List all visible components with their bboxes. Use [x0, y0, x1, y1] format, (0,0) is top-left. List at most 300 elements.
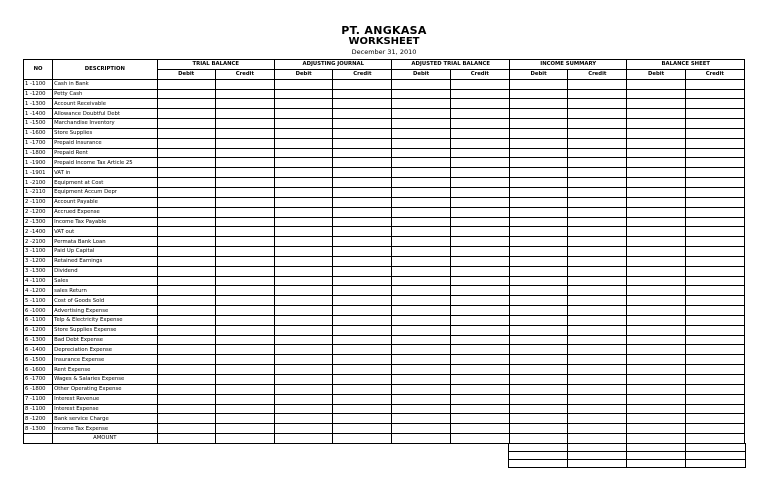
- total-cell[interactable]: [333, 434, 392, 444]
- amount-cell[interactable]: [157, 187, 215, 197]
- amount-cell[interactable]: [450, 119, 509, 129]
- amount-cell[interactable]: [450, 256, 509, 266]
- amount-cell[interactable]: [509, 128, 567, 138]
- amount-cell[interactable]: [275, 227, 333, 237]
- amount-cell[interactable]: [627, 315, 685, 325]
- amount-cell[interactable]: [627, 197, 685, 207]
- amount-cell[interactable]: [509, 345, 567, 355]
- amount-cell[interactable]: [215, 296, 274, 306]
- amount-cell[interactable]: [568, 227, 627, 237]
- amount-cell[interactable]: [157, 89, 215, 99]
- amount-cell[interactable]: [568, 266, 627, 276]
- amount-cell[interactable]: [392, 247, 450, 257]
- total-cell[interactable]: [275, 434, 333, 444]
- amount-cell[interactable]: [333, 247, 392, 257]
- extra-cell[interactable]: [686, 460, 746, 468]
- amount-cell[interactable]: [450, 315, 509, 325]
- amount-cell[interactable]: [392, 119, 450, 129]
- extra-cell[interactable]: [686, 452, 746, 460]
- amount-cell[interactable]: [509, 276, 567, 286]
- amount-cell[interactable]: [509, 256, 567, 266]
- total-cell[interactable]: [392, 434, 450, 444]
- amount-cell[interactable]: [392, 276, 450, 286]
- amount-cell[interactable]: [157, 424, 215, 434]
- amount-cell[interactable]: [509, 365, 567, 375]
- amount-cell[interactable]: [685, 227, 744, 237]
- amount-cell[interactable]: [215, 217, 274, 227]
- amount-cell[interactable]: [275, 256, 333, 266]
- amount-cell[interactable]: [215, 247, 274, 257]
- amount-cell[interactable]: [157, 256, 215, 266]
- amount-cell[interactable]: [392, 355, 450, 365]
- amount-cell[interactable]: [392, 286, 450, 296]
- amount-cell[interactable]: [568, 325, 627, 335]
- amount-cell[interactable]: [685, 79, 744, 89]
- extra-cell[interactable]: [627, 460, 686, 468]
- amount-cell[interactable]: [450, 394, 509, 404]
- amount-cell[interactable]: [392, 79, 450, 89]
- amount-cell[interactable]: [157, 237, 215, 247]
- amount-cell[interactable]: [392, 325, 450, 335]
- amount-cell[interactable]: [685, 414, 744, 424]
- amount-cell[interactable]: [685, 119, 744, 129]
- amount-cell[interactable]: [627, 266, 685, 276]
- amount-cell[interactable]: [627, 79, 685, 89]
- amount-cell[interactable]: [627, 325, 685, 335]
- amount-cell[interactable]: [215, 355, 274, 365]
- amount-cell[interactable]: [275, 237, 333, 247]
- amount-cell[interactable]: [275, 128, 333, 138]
- amount-cell[interactable]: [215, 158, 274, 168]
- amount-cell[interactable]: [157, 365, 215, 375]
- amount-cell[interactable]: [157, 345, 215, 355]
- amount-cell[interactable]: [275, 286, 333, 296]
- total-cell[interactable]: [450, 434, 509, 444]
- amount-cell[interactable]: [450, 237, 509, 247]
- amount-cell[interactable]: [685, 306, 744, 316]
- amount-cell[interactable]: [685, 148, 744, 158]
- amount-cell[interactable]: [450, 168, 509, 178]
- amount-cell[interactable]: [275, 119, 333, 129]
- amount-cell[interactable]: [509, 197, 567, 207]
- amount-cell[interactable]: [627, 414, 685, 424]
- amount-cell[interactable]: [392, 217, 450, 227]
- amount-cell[interactable]: [333, 335, 392, 345]
- amount-cell[interactable]: [215, 89, 274, 99]
- amount-cell[interactable]: [685, 335, 744, 345]
- amount-cell[interactable]: [392, 148, 450, 158]
- amount-cell[interactable]: [392, 335, 450, 345]
- amount-cell[interactable]: [509, 119, 567, 129]
- amount-cell[interactable]: [392, 345, 450, 355]
- amount-cell[interactable]: [509, 237, 567, 247]
- amount-cell[interactable]: [333, 384, 392, 394]
- amount-cell[interactable]: [392, 404, 450, 414]
- amount-cell[interactable]: [275, 404, 333, 414]
- amount-cell[interactable]: [215, 424, 274, 434]
- extra-cell[interactable]: [568, 460, 627, 468]
- amount-cell[interactable]: [685, 217, 744, 227]
- amount-cell[interactable]: [450, 217, 509, 227]
- amount-cell[interactable]: [275, 168, 333, 178]
- amount-cell[interactable]: [215, 414, 274, 424]
- amount-cell[interactable]: [392, 187, 450, 197]
- amount-cell[interactable]: [568, 276, 627, 286]
- amount-cell[interactable]: [627, 138, 685, 148]
- amount-cell[interactable]: [568, 394, 627, 404]
- amount-cell[interactable]: [392, 384, 450, 394]
- amount-cell[interactable]: [685, 276, 744, 286]
- amount-cell[interactable]: [215, 79, 274, 89]
- amount-cell[interactable]: [333, 148, 392, 158]
- amount-cell[interactable]: [450, 306, 509, 316]
- amount-cell[interactable]: [627, 404, 685, 414]
- amount-cell[interactable]: [627, 345, 685, 355]
- amount-cell[interactable]: [392, 178, 450, 188]
- amount-cell[interactable]: [275, 365, 333, 375]
- amount-cell[interactable]: [157, 79, 215, 89]
- amount-cell[interactable]: [275, 325, 333, 335]
- amount-cell[interactable]: [333, 296, 392, 306]
- amount-cell[interactable]: [568, 335, 627, 345]
- amount-cell[interactable]: [333, 168, 392, 178]
- amount-cell[interactable]: [392, 89, 450, 99]
- amount-cell[interactable]: [215, 315, 274, 325]
- amount-cell[interactable]: [333, 119, 392, 129]
- amount-cell[interactable]: [333, 404, 392, 414]
- amount-cell[interactable]: [157, 404, 215, 414]
- amount-cell[interactable]: [157, 128, 215, 138]
- amount-cell[interactable]: [627, 109, 685, 119]
- amount-cell[interactable]: [215, 306, 274, 316]
- amount-cell[interactable]: [568, 99, 627, 109]
- amount-cell[interactable]: [568, 237, 627, 247]
- amount-cell[interactable]: [685, 325, 744, 335]
- amount-cell[interactable]: [450, 247, 509, 257]
- amount-cell[interactable]: [333, 256, 392, 266]
- amount-cell[interactable]: [333, 187, 392, 197]
- amount-cell[interactable]: [215, 375, 274, 385]
- amount-cell[interactable]: [157, 325, 215, 335]
- amount-cell[interactable]: [392, 394, 450, 404]
- amount-cell[interactable]: [509, 384, 567, 394]
- amount-cell[interactable]: [568, 315, 627, 325]
- amount-cell[interactable]: [509, 89, 567, 99]
- amount-cell[interactable]: [157, 375, 215, 385]
- amount-cell[interactable]: [333, 197, 392, 207]
- amount-cell[interactable]: [627, 384, 685, 394]
- amount-cell[interactable]: [215, 266, 274, 276]
- amount-cell[interactable]: [627, 128, 685, 138]
- amount-cell[interactable]: [568, 178, 627, 188]
- amount-cell[interactable]: [509, 79, 567, 89]
- amount-cell[interactable]: [450, 109, 509, 119]
- amount-cell[interactable]: [685, 375, 744, 385]
- amount-cell[interactable]: [392, 197, 450, 207]
- amount-cell[interactable]: [568, 345, 627, 355]
- amount-cell[interactable]: [392, 227, 450, 237]
- amount-cell[interactable]: [157, 296, 215, 306]
- amount-cell[interactable]: [157, 355, 215, 365]
- total-cell[interactable]: [627, 434, 685, 444]
- amount-cell[interactable]: [215, 325, 274, 335]
- amount-cell[interactable]: [627, 256, 685, 266]
- amount-cell[interactable]: [275, 394, 333, 404]
- amount-cell[interactable]: [685, 384, 744, 394]
- amount-cell[interactable]: [685, 404, 744, 414]
- amount-cell[interactable]: [568, 247, 627, 257]
- amount-cell[interactable]: [509, 207, 567, 217]
- amount-cell[interactable]: [333, 286, 392, 296]
- extra-cell[interactable]: [568, 452, 627, 460]
- amount-cell[interactable]: [568, 414, 627, 424]
- amount-cell[interactable]: [333, 109, 392, 119]
- amount-cell[interactable]: [568, 148, 627, 158]
- amount-cell[interactable]: [157, 99, 215, 109]
- total-cell[interactable]: [685, 434, 744, 444]
- amount-cell[interactable]: [509, 178, 567, 188]
- amount-cell[interactable]: [450, 375, 509, 385]
- amount-cell[interactable]: [450, 227, 509, 237]
- total-cell[interactable]: [157, 434, 215, 444]
- amount-cell[interactable]: [157, 168, 215, 178]
- amount-cell[interactable]: [685, 99, 744, 109]
- amount-cell[interactable]: [568, 158, 627, 168]
- amount-cell[interactable]: [509, 306, 567, 316]
- amount-cell[interactable]: [627, 296, 685, 306]
- amount-cell[interactable]: [509, 138, 567, 148]
- amount-cell[interactable]: [509, 158, 567, 168]
- amount-cell[interactable]: [275, 296, 333, 306]
- amount-cell[interactable]: [392, 365, 450, 375]
- amount-cell[interactable]: [333, 89, 392, 99]
- amount-cell[interactable]: [685, 296, 744, 306]
- amount-cell[interactable]: [275, 315, 333, 325]
- amount-cell[interactable]: [509, 325, 567, 335]
- amount-cell[interactable]: [215, 168, 274, 178]
- amount-cell[interactable]: [685, 138, 744, 148]
- amount-cell[interactable]: [685, 365, 744, 375]
- amount-cell[interactable]: [333, 237, 392, 247]
- amount-cell[interactable]: [568, 89, 627, 99]
- amount-cell[interactable]: [627, 335, 685, 345]
- amount-cell[interactable]: [450, 355, 509, 365]
- amount-cell[interactable]: [215, 276, 274, 286]
- amount-cell[interactable]: [215, 256, 274, 266]
- amount-cell[interactable]: [333, 207, 392, 217]
- amount-cell[interactable]: [568, 217, 627, 227]
- amount-cell[interactable]: [685, 187, 744, 197]
- amount-cell[interactable]: [509, 99, 567, 109]
- amount-cell[interactable]: [157, 394, 215, 404]
- amount-cell[interactable]: [450, 266, 509, 276]
- amount-cell[interactable]: [568, 119, 627, 129]
- extra-cell[interactable]: [686, 444, 746, 452]
- amount-cell[interactable]: [157, 286, 215, 296]
- amount-cell[interactable]: [157, 414, 215, 424]
- amount-cell[interactable]: [333, 375, 392, 385]
- amount-cell[interactable]: [627, 424, 685, 434]
- amount-cell[interactable]: [215, 178, 274, 188]
- amount-cell[interactable]: [333, 158, 392, 168]
- amount-cell[interactable]: [157, 119, 215, 129]
- amount-cell[interactable]: [568, 138, 627, 148]
- amount-cell[interactable]: [568, 375, 627, 385]
- amount-cell[interactable]: [627, 187, 685, 197]
- amount-cell[interactable]: [392, 375, 450, 385]
- amount-cell[interactable]: [333, 276, 392, 286]
- amount-cell[interactable]: [685, 168, 744, 178]
- amount-cell[interactable]: [275, 335, 333, 345]
- amount-cell[interactable]: [333, 424, 392, 434]
- amount-cell[interactable]: [215, 335, 274, 345]
- amount-cell[interactable]: [450, 404, 509, 414]
- amount-cell[interactable]: [275, 247, 333, 257]
- amount-cell[interactable]: [627, 99, 685, 109]
- amount-cell[interactable]: [509, 315, 567, 325]
- amount-cell[interactable]: [215, 345, 274, 355]
- amount-cell[interactable]: [568, 256, 627, 266]
- amount-cell[interactable]: [627, 178, 685, 188]
- amount-cell[interactable]: [627, 237, 685, 247]
- amount-cell[interactable]: [215, 138, 274, 148]
- amount-cell[interactable]: [275, 109, 333, 119]
- amount-cell[interactable]: [450, 296, 509, 306]
- amount-cell[interactable]: [392, 109, 450, 119]
- amount-cell[interactable]: [568, 187, 627, 197]
- amount-cell[interactable]: [627, 286, 685, 296]
- amount-cell[interactable]: [333, 99, 392, 109]
- amount-cell[interactable]: [627, 355, 685, 365]
- amount-cell[interactable]: [215, 148, 274, 158]
- amount-cell[interactable]: [157, 227, 215, 237]
- amount-cell[interactable]: [627, 89, 685, 99]
- extra-cell[interactable]: [568, 444, 627, 452]
- amount-cell[interactable]: [509, 109, 567, 119]
- amount-cell[interactable]: [450, 79, 509, 89]
- amount-cell[interactable]: [215, 404, 274, 414]
- amount-cell[interactable]: [685, 207, 744, 217]
- amount-cell[interactable]: [450, 414, 509, 424]
- amount-cell[interactable]: [685, 128, 744, 138]
- amount-cell[interactable]: [275, 197, 333, 207]
- amount-cell[interactable]: [275, 276, 333, 286]
- amount-cell[interactable]: [450, 178, 509, 188]
- amount-cell[interactable]: [392, 266, 450, 276]
- amount-cell[interactable]: [509, 335, 567, 345]
- amount-cell[interactable]: [215, 99, 274, 109]
- amount-cell[interactable]: [275, 148, 333, 158]
- amount-cell[interactable]: [333, 217, 392, 227]
- amount-cell[interactable]: [450, 335, 509, 345]
- amount-cell[interactable]: [275, 217, 333, 227]
- amount-cell[interactable]: [685, 424, 744, 434]
- amount-cell[interactable]: [157, 315, 215, 325]
- amount-cell[interactable]: [215, 365, 274, 375]
- amount-cell[interactable]: [685, 89, 744, 99]
- amount-cell[interactable]: [157, 148, 215, 158]
- amount-cell[interactable]: [333, 178, 392, 188]
- amount-cell[interactable]: [450, 187, 509, 197]
- amount-cell[interactable]: [392, 237, 450, 247]
- amount-cell[interactable]: [568, 365, 627, 375]
- total-cell[interactable]: [509, 434, 567, 444]
- amount-cell[interactable]: [450, 207, 509, 217]
- extra-cell[interactable]: [509, 452, 568, 460]
- amount-cell[interactable]: [627, 207, 685, 217]
- amount-cell[interactable]: [333, 128, 392, 138]
- amount-cell[interactable]: [392, 158, 450, 168]
- amount-cell[interactable]: [627, 158, 685, 168]
- amount-cell[interactable]: [568, 79, 627, 89]
- amount-cell[interactable]: [157, 247, 215, 257]
- amount-cell[interactable]: [275, 158, 333, 168]
- amount-cell[interactable]: [509, 296, 567, 306]
- amount-cell[interactable]: [509, 286, 567, 296]
- amount-cell[interactable]: [157, 335, 215, 345]
- amount-cell[interactable]: [685, 178, 744, 188]
- amount-cell[interactable]: [685, 237, 744, 247]
- amount-cell[interactable]: [392, 296, 450, 306]
- amount-cell[interactable]: [685, 109, 744, 119]
- amount-cell[interactable]: [275, 345, 333, 355]
- extra-cell[interactable]: [627, 452, 686, 460]
- amount-cell[interactable]: [568, 128, 627, 138]
- total-cell[interactable]: [568, 434, 627, 444]
- amount-cell[interactable]: [215, 119, 274, 129]
- amount-cell[interactable]: [627, 365, 685, 375]
- amount-cell[interactable]: [215, 227, 274, 237]
- amount-cell[interactable]: [157, 178, 215, 188]
- amount-cell[interactable]: [157, 158, 215, 168]
- amount-cell[interactable]: [685, 247, 744, 257]
- amount-cell[interactable]: [333, 365, 392, 375]
- amount-cell[interactable]: [215, 384, 274, 394]
- amount-cell[interactable]: [275, 89, 333, 99]
- amount-cell[interactable]: [509, 424, 567, 434]
- amount-cell[interactable]: [275, 207, 333, 217]
- amount-cell[interactable]: [568, 355, 627, 365]
- amount-cell[interactable]: [568, 306, 627, 316]
- amount-cell[interactable]: [568, 404, 627, 414]
- amount-cell[interactable]: [450, 128, 509, 138]
- amount-cell[interactable]: [275, 355, 333, 365]
- amount-cell[interactable]: [568, 197, 627, 207]
- amount-cell[interactable]: [450, 276, 509, 286]
- amount-cell[interactable]: [450, 286, 509, 296]
- amount-cell[interactable]: [392, 315, 450, 325]
- amount-cell[interactable]: [275, 306, 333, 316]
- amount-cell[interactable]: [275, 79, 333, 89]
- amount-cell[interactable]: [450, 158, 509, 168]
- amount-cell[interactable]: [275, 375, 333, 385]
- amount-cell[interactable]: [685, 394, 744, 404]
- amount-cell[interactable]: [392, 306, 450, 316]
- extra-cell[interactable]: [627, 444, 686, 452]
- amount-cell[interactable]: [627, 375, 685, 385]
- amount-cell[interactable]: [392, 128, 450, 138]
- amount-cell[interactable]: [509, 355, 567, 365]
- amount-cell[interactable]: [333, 394, 392, 404]
- amount-cell[interactable]: [568, 296, 627, 306]
- amount-cell[interactable]: [568, 424, 627, 434]
- amount-cell[interactable]: [685, 266, 744, 276]
- amount-cell[interactable]: [450, 89, 509, 99]
- amount-cell[interactable]: [685, 345, 744, 355]
- amount-cell[interactable]: [157, 207, 215, 217]
- amount-cell[interactable]: [450, 365, 509, 375]
- amount-cell[interactable]: [157, 306, 215, 316]
